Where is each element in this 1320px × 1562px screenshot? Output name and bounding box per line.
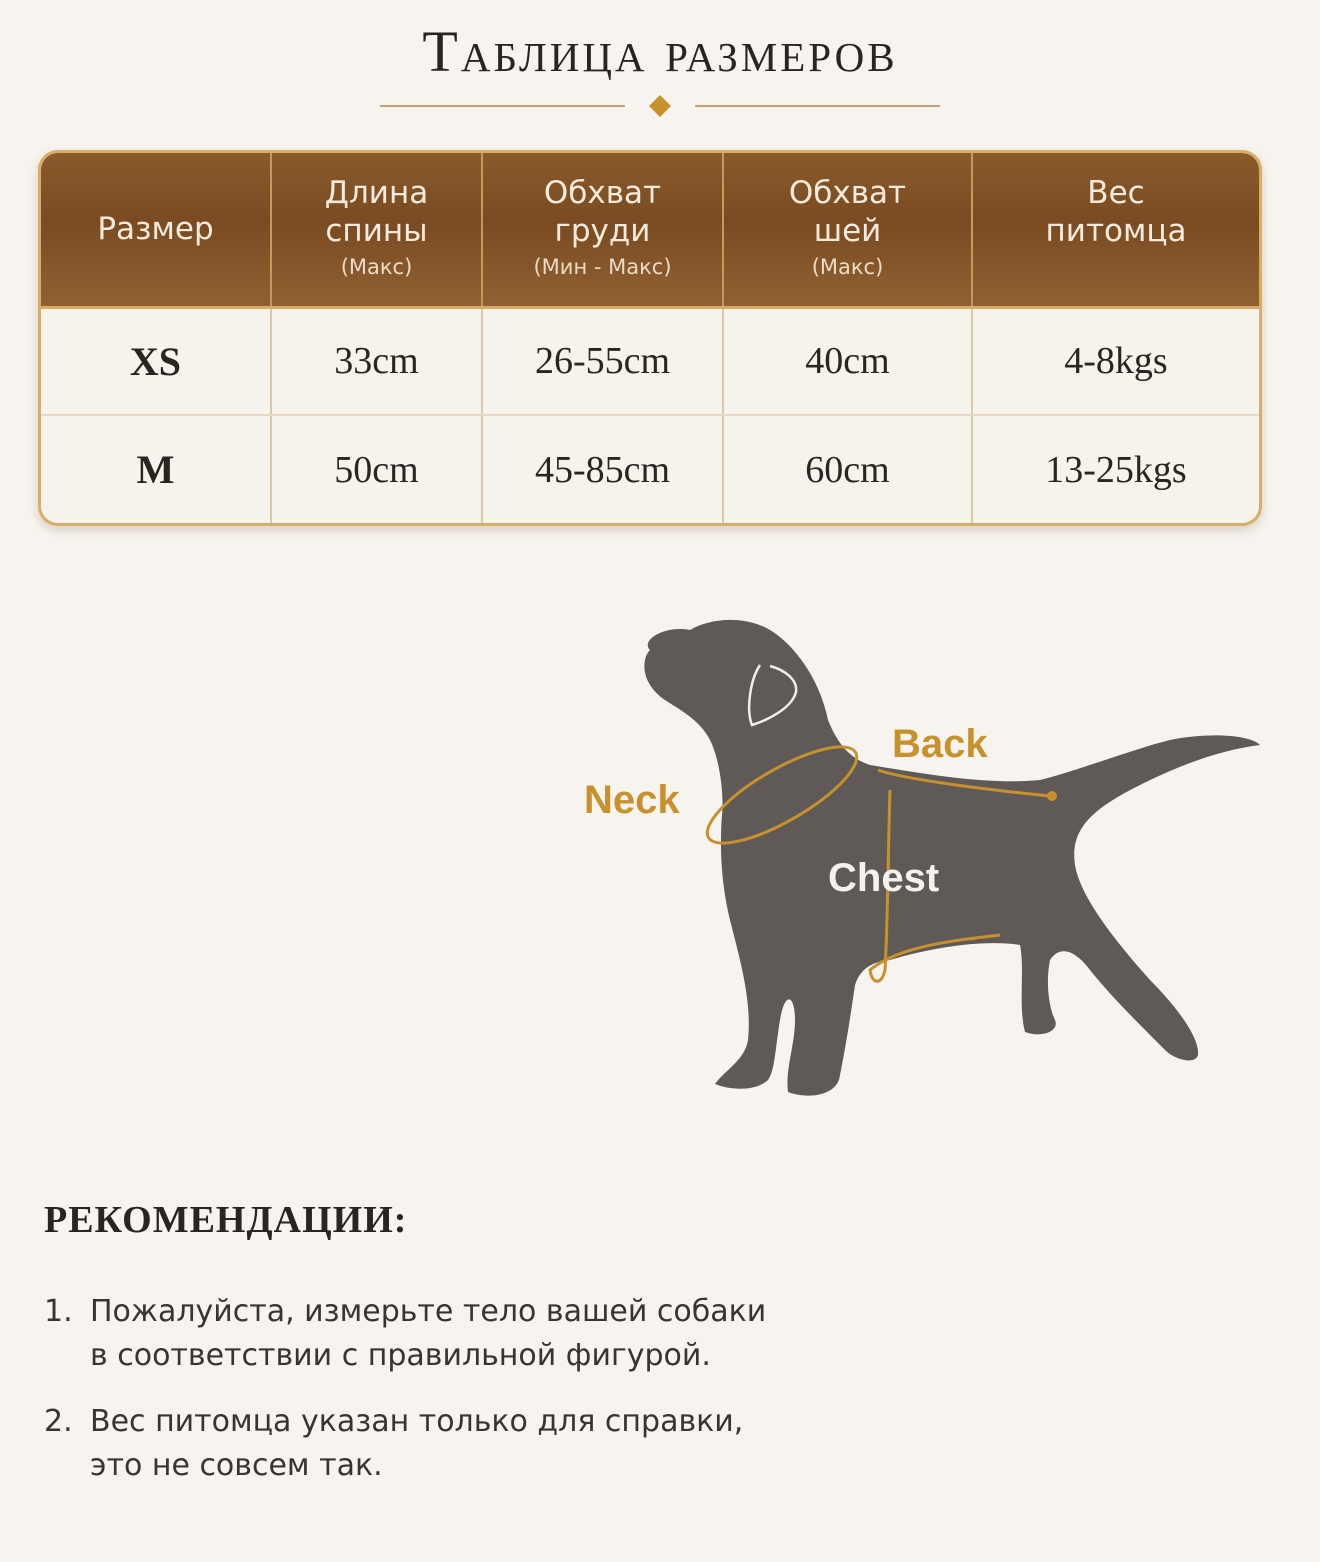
recommendations-title: РЕКОМЕНДАЦИИ: — [44, 1199, 408, 1241]
cell-chest: 45-85cm — [482, 415, 723, 523]
list-item — [44, 1400, 944, 1488]
list-item — [44, 1290, 944, 1378]
cell-weight: 4-8kgs — [972, 307, 1259, 415]
header-chest-girth: Обхват груди (Мин - Макс) — [482, 153, 723, 307]
header-pet-weight: Вес питомца — [972, 153, 1259, 307]
cell-neck: 60cm — [723, 415, 972, 523]
header-neck-girth: Обхват шей (Макс) — [723, 153, 972, 307]
label-chest: Chest — [828, 856, 940, 900]
dog-measurement-diagram — [570, 600, 1270, 1120]
page-title: Таблица размеров — [422, 19, 898, 84]
recommendations-list — [44, 1290, 944, 1510]
cell-size: M — [41, 415, 271, 523]
list-item-number: 1. — [44, 1294, 73, 1329]
cell-chest: 26-55cm — [482, 307, 723, 415]
list-item-text: Пожалуйста, измерьте тело вашей собаки — [90, 1294, 767, 1329]
label-back: Back — [892, 722, 988, 766]
header-back-length: Длина спины (Макс) — [271, 153, 482, 307]
cell-back: 33cm — [271, 307, 482, 415]
header-size: Размер — [41, 153, 271, 307]
table-header-row — [41, 153, 1259, 307]
cell-size: XS — [41, 307, 271, 415]
list-item-text: это не совсем так. — [90, 1448, 383, 1483]
table-row — [41, 307, 1259, 415]
cell-weight: 13-25kgs — [1045, 448, 1187, 491]
list-item-number: 2. — [44, 1404, 73, 1439]
title-divider — [360, 92, 960, 120]
cell-neck: 40cm — [723, 307, 972, 415]
size-table — [38, 150, 1262, 526]
table-row — [41, 415, 1259, 523]
label-neck: Neck — [584, 778, 680, 822]
list-item-text: в соответствии с правильной фигурой. — [90, 1338, 711, 1373]
list-item-text: Вес питомца указан только для справки, — [90, 1404, 744, 1439]
cell-back: 50cm — [271, 415, 482, 523]
